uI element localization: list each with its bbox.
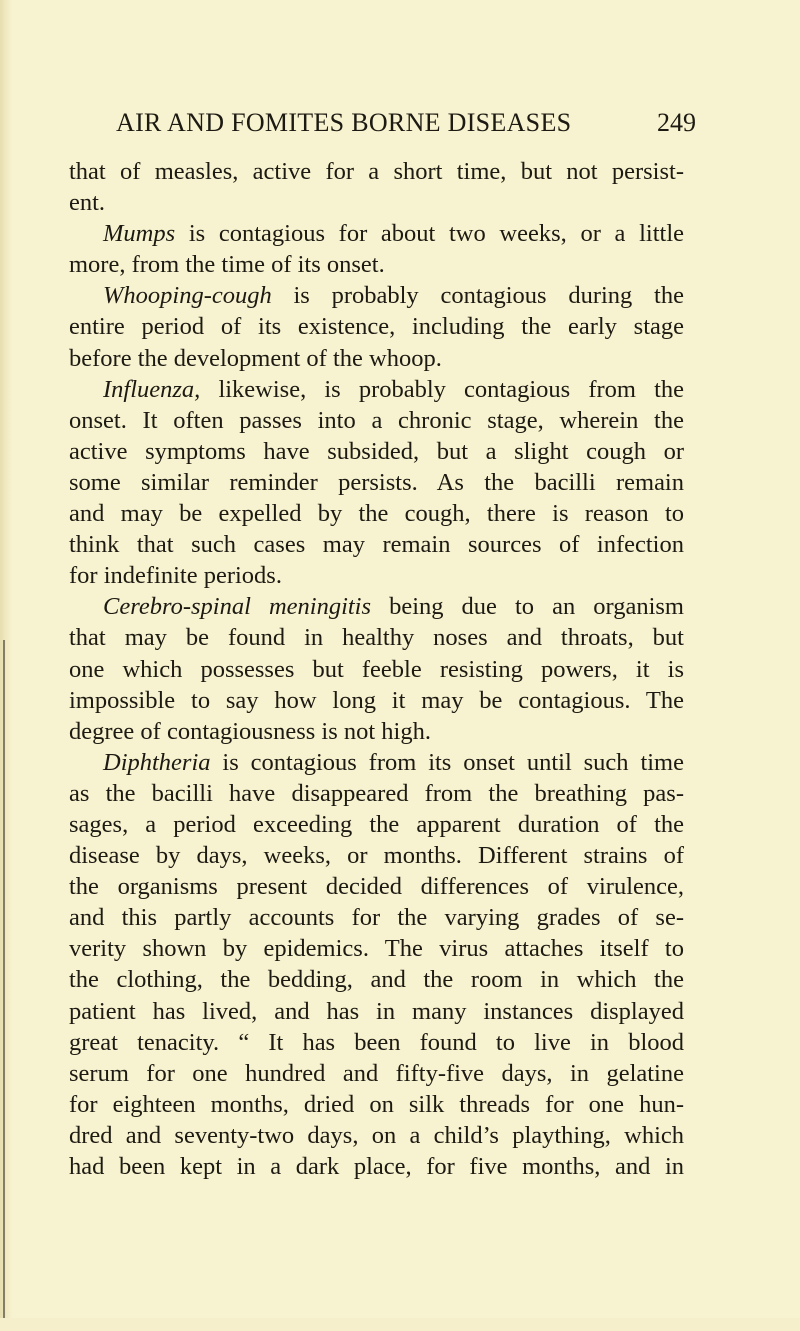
paragraph-whooping-cough: Whooping-cough is probably contagious during the <box>103 282 684 310</box>
text-line: impossible to say how long it may be contagious. The <box>69 686 684 714</box>
page-bottom-margin <box>0 1318 800 1331</box>
italic-term-whooping-cough: Whooping-cough <box>103 282 272 310</box>
text-line: one which possesses but feeble resisting powers, it is <box>69 655 684 683</box>
text-line: entire period of its existence, including the early stage <box>69 313 684 341</box>
text-line: think that such cases may remain sources of infection <box>69 531 684 559</box>
text-line: the organisms present decided differences of virulence, <box>69 873 684 901</box>
text-line: and this partly accounts for the varying grades of se- <box>69 904 684 932</box>
text-line: disease by days, weeks, or months. Different strains of <box>69 842 684 870</box>
text-line: serum for one hundred and fifty-five days, in gelatine <box>69 1059 684 1087</box>
page-binding-edge <box>3 640 5 1331</box>
text-line: had been kept in a dark place, for five months, and in <box>69 1153 684 1180</box>
body-text <box>69 156 684 1182</box>
text-line: before the development of the whoop. <box>69 344 442 372</box>
page-edge-shadow <box>0 0 12 1331</box>
text-line: for indefinite periods. <box>69 562 282 590</box>
text-line: verity shown by epidemics. The virus attaches itself to <box>69 935 684 963</box>
text-line: the clothing, the bedding, and the room in which the <box>69 966 684 994</box>
paragraph-influenza: Influenza, likewise, is probably contagious from the <box>103 375 684 403</box>
text-line: and may be expelled by the cough, there is reason to <box>69 500 684 528</box>
text-line: great tenacity. “ It has been found to live in blood <box>69 1028 684 1056</box>
text-line: that may be found in healthy noses and throats, but <box>69 624 684 652</box>
text-line: as the bacilli have disappeared from the breathing pas- <box>69 779 684 807</box>
paragraph-diphtheria: Diphtheria is contagious from its onset until such time <box>103 748 684 776</box>
paragraph-mumps: Mumps is contagious for about two weeks, or a little <box>103 220 684 248</box>
italic-term-mumps: Mumps <box>103 220 176 248</box>
page-number: 249 <box>657 108 696 137</box>
text-line: ent. <box>69 189 106 217</box>
text-line: dred and seventy-two days, on a child’s plaything, which <box>69 1121 684 1149</box>
text-line: sages, a period exceeding the apparent duration of the <box>69 810 684 838</box>
text-line: onset. It often passes into a chronic stage, wherein the <box>69 406 684 434</box>
paragraph-cerebro-spinal-meningitis: Cerebro-spinal meningitis being due to an organism <box>103 593 684 621</box>
text-line: patient has lived, and has in many instances displayed <box>69 997 684 1025</box>
italic-term-influenza: Influenza, <box>103 375 201 403</box>
text-line: that of measles, active for a short time, but not persist- <box>69 158 684 185</box>
text-line: for eighteen months, dried on silk threads for one hun- <box>69 1090 684 1118</box>
italic-term-cerebro-spinal-meningitis: Cerebro-spinal meningitis <box>103 593 372 621</box>
running-head: AIR AND FOMITES BORNE DISEASES <box>116 108 572 137</box>
text-line: degree of contagiousness is not high. <box>69 717 431 745</box>
italic-term-diphtheria: Diphtheria <box>103 748 211 776</box>
page-header <box>116 108 696 148</box>
text-line: some similar reminder persists. As the bacilli remain <box>69 468 684 496</box>
text-line: active symptoms have subsided, but a slight cough or <box>69 437 684 465</box>
text-line: more, from the time of its onset. <box>69 251 385 279</box>
